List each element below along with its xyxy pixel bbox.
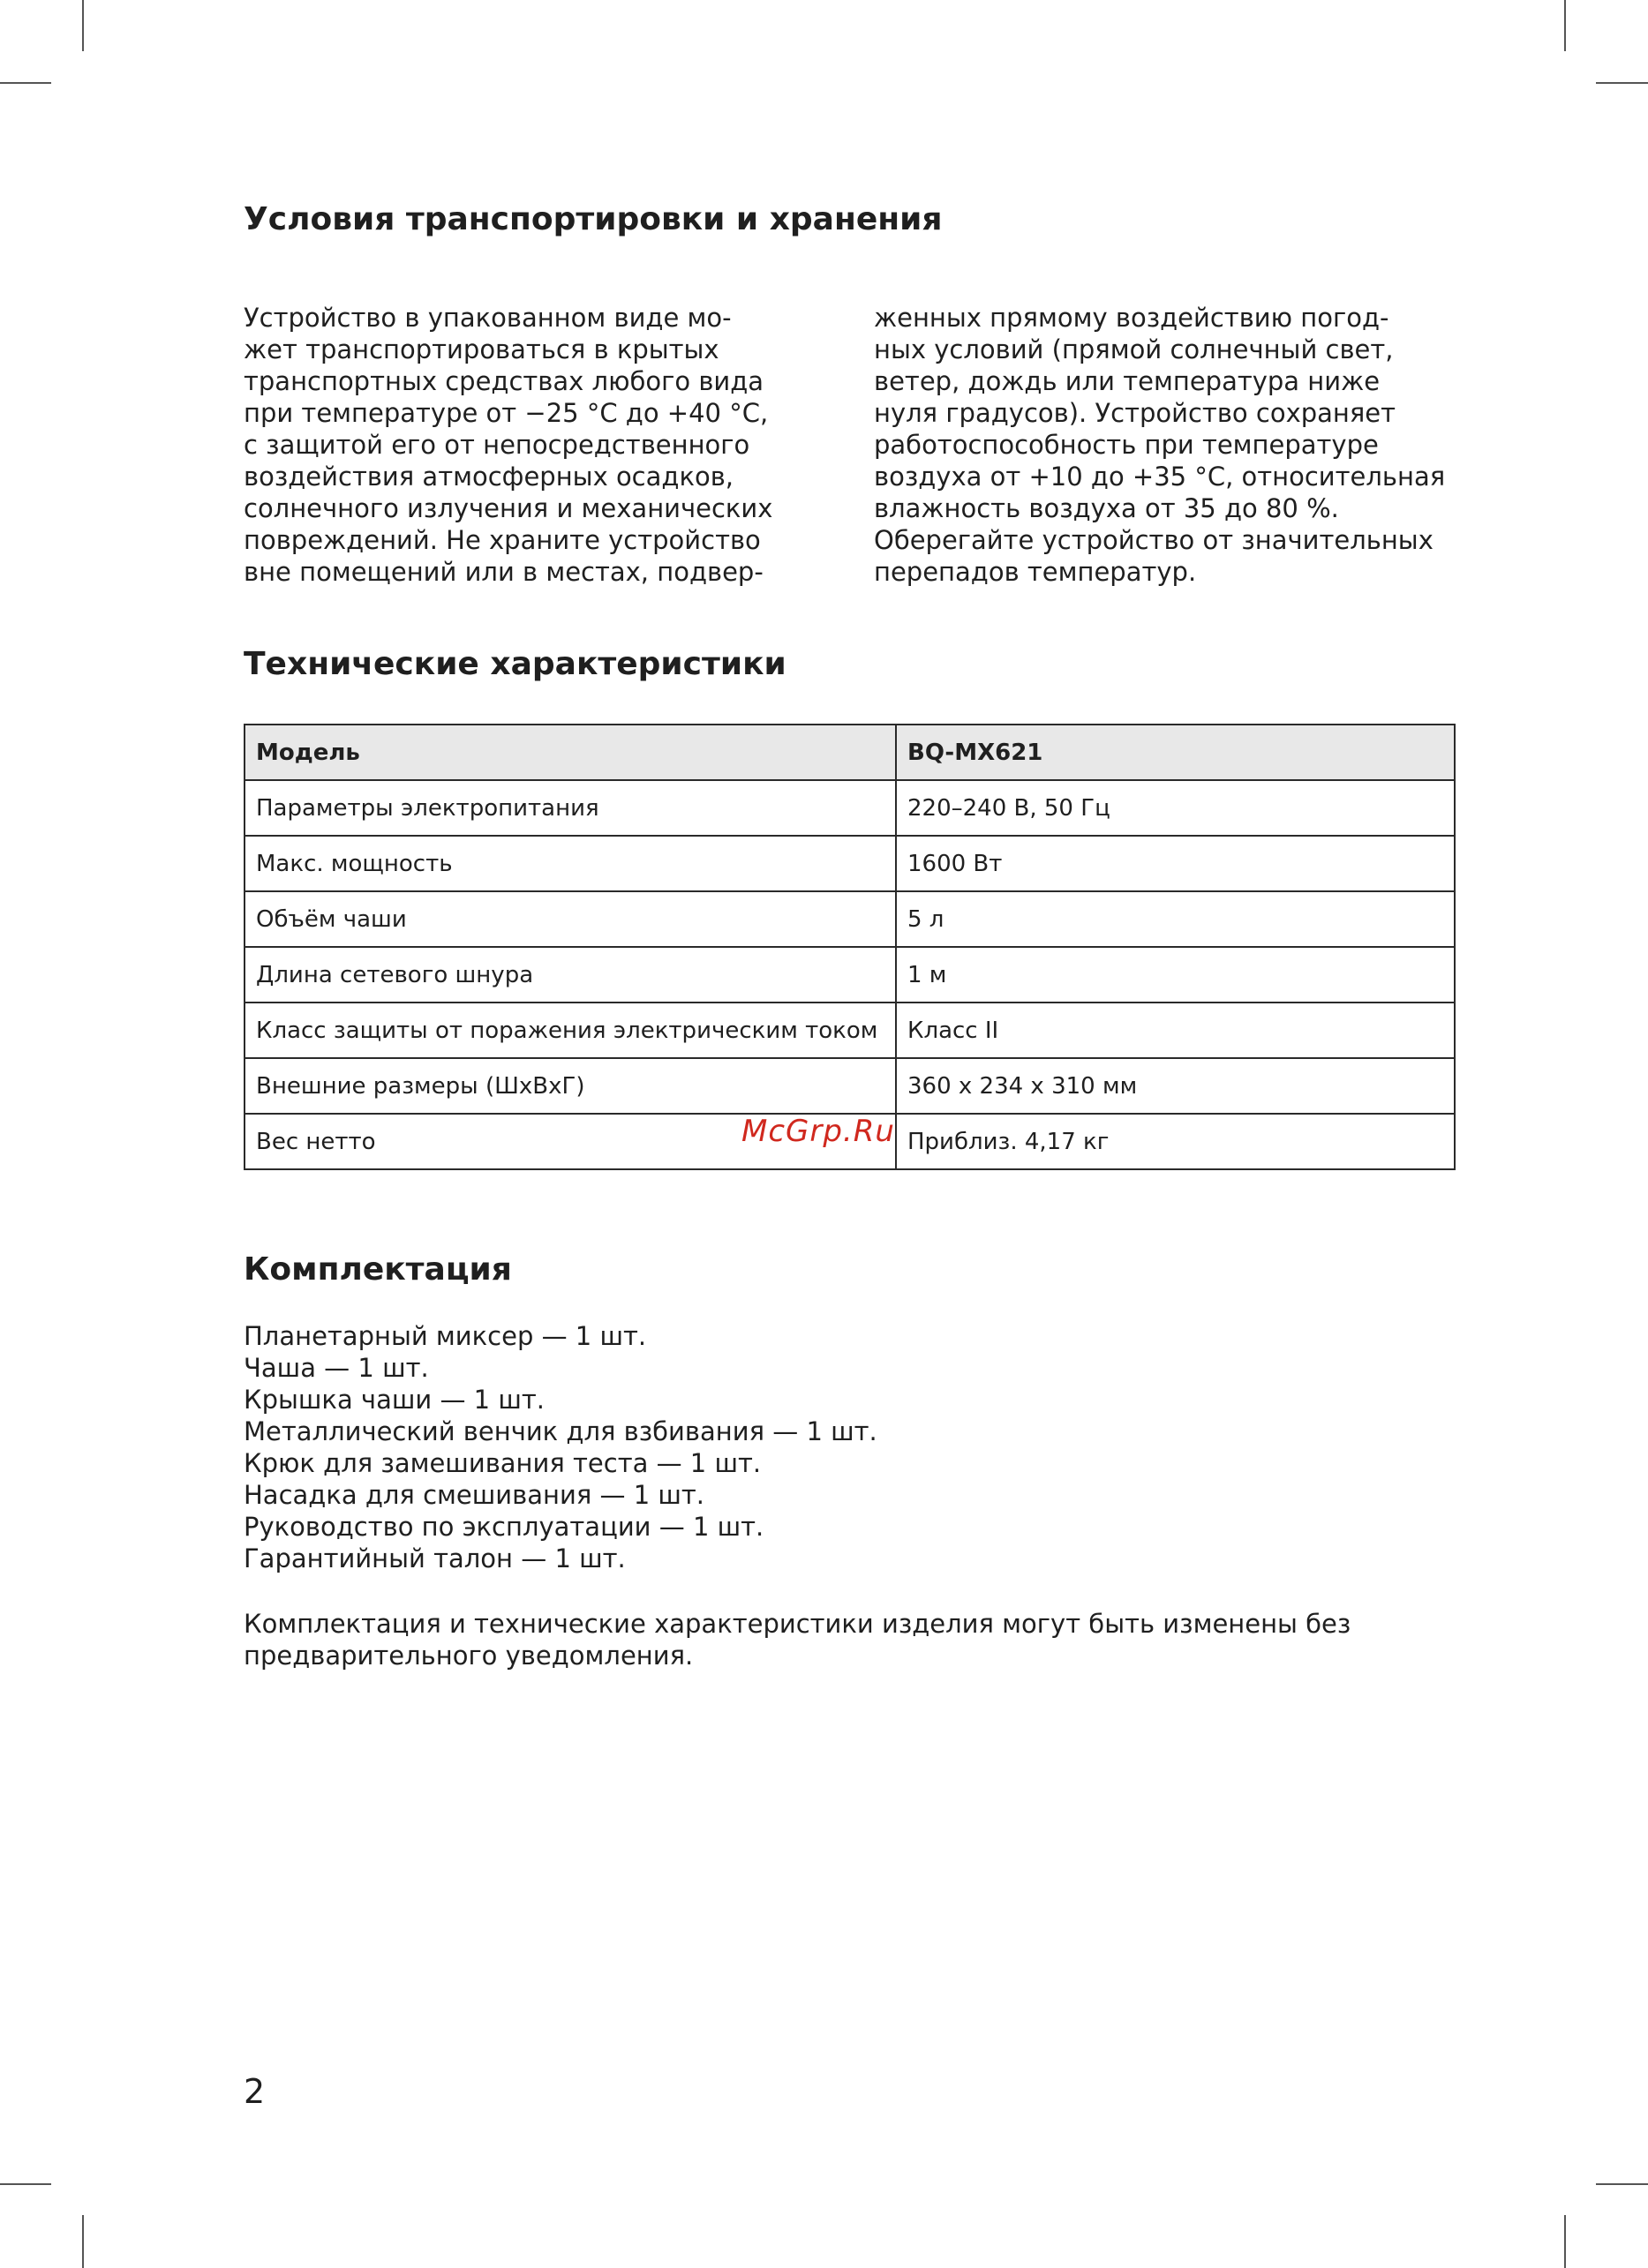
table-row — [245, 780, 1455, 836]
list-item: Крюк для замешивания теста — 1 шт. — [244, 1448, 762, 1478]
table-row — [245, 836, 1455, 891]
crop-mark-bottom-left — [82, 2215, 84, 2268]
spec-value: 360 x 234 x 310 мм — [896, 1058, 1455, 1114]
table-row — [245, 891, 1455, 947]
spec-label: Вес нетто — [245, 1114, 896, 1169]
crop-mark-top-right — [1564, 0, 1566, 51]
crop-mark-bottom-left-h — [0, 2183, 51, 2185]
spec-value: 220–240 В, 50 Гц — [896, 780, 1455, 836]
specs-header-value: BQ-MX621 — [896, 725, 1455, 780]
spec-label: Класс защиты от поражения электрическим током — [245, 1003, 896, 1058]
spec-label: Внешние размеры (ШхВхГ) — [245, 1058, 896, 1114]
table-row — [245, 1058, 1455, 1114]
table-row — [245, 947, 1455, 1003]
spec-label: Длина сетевого шнура — [245, 947, 896, 1003]
table-row — [245, 1003, 1455, 1058]
list-item: Руководство по эксплуатации — 1 шт. — [244, 1512, 764, 1542]
spec-value: Приблиз. 4,17 кг — [896, 1114, 1455, 1169]
kit-list — [244, 1320, 877, 1574]
crop-mark-top-right-h — [1596, 82, 1648, 84]
transport-text-columns — [244, 302, 1456, 588]
list-item: Металлический венчик для взбивания — 1 шт. — [244, 1416, 877, 1446]
crop-mark-top-left-h — [0, 82, 51, 84]
list-item: Насадка для смешивания — 1 шт. — [244, 1480, 705, 1510]
list-item: Крышка чаши — 1 шт. — [244, 1385, 545, 1415]
kit-disclaimer: Комплектация и технические характеристики изделия могут быть изменены без предварительного уведомления. — [244, 1609, 1351, 1671]
transport-text-left: Устройство в упакованном виде мо- жет транспортироваться в крытых транспортных средствах любого вида при температуре от −25 °C до +40 °C, с защитой его от непосредственного воздействия атмосферных осадков, солнечного излучения и механических повреждений. Не храните устройство вне помещений или в местах, подвер- — [244, 303, 773, 587]
spec-label: Объём чаши — [245, 891, 896, 947]
spec-value: 1600 Вт — [896, 836, 1455, 891]
kit-heading: Комплектация — [244, 1251, 512, 1288]
specs-header-label: Модель — [245, 725, 896, 780]
specs-table-header-row — [245, 725, 1455, 780]
specs-table — [244, 724, 1456, 1170]
list-item: Планетарный миксер — 1 шт. — [244, 1321, 647, 1351]
spec-value: 5 л — [896, 891, 1455, 947]
transport-heading: Условия транспортировки и хранения — [244, 201, 943, 237]
list-item: Чаша — 1 шт. — [244, 1353, 429, 1383]
list-item: Гарантийный талон — 1 шт. — [244, 1543, 626, 1573]
spec-value: 1 м — [896, 947, 1455, 1003]
watermark[interactable]: McGrp.Ru — [741, 1114, 895, 1149]
transport-text-right: женных прямому воздействию погод- ных условий (прямой солнечный свет, ветер, дождь или температура ниже нуля градусов). Устройство сохраняет работоспособность при температуре воздуха от +10 до +35 °C, относительная влажность воздуха от 35 до 80 %. Оберегайте устройство от значительных перепадов температур. — [874, 303, 1446, 587]
crop-mark-bottom-right-h — [1596, 2183, 1648, 2185]
spec-value: Класс II — [896, 1003, 1455, 1058]
crop-mark-bottom-right — [1564, 2215, 1566, 2268]
spec-label: Параметры электропитания — [245, 780, 896, 836]
spec-label: Макс. мощность — [245, 836, 896, 891]
page-number: 2 — [244, 2072, 266, 2111]
crop-mark-top-left — [82, 0, 84, 51]
specs-heading: Технические характеристики — [244, 646, 786, 682]
